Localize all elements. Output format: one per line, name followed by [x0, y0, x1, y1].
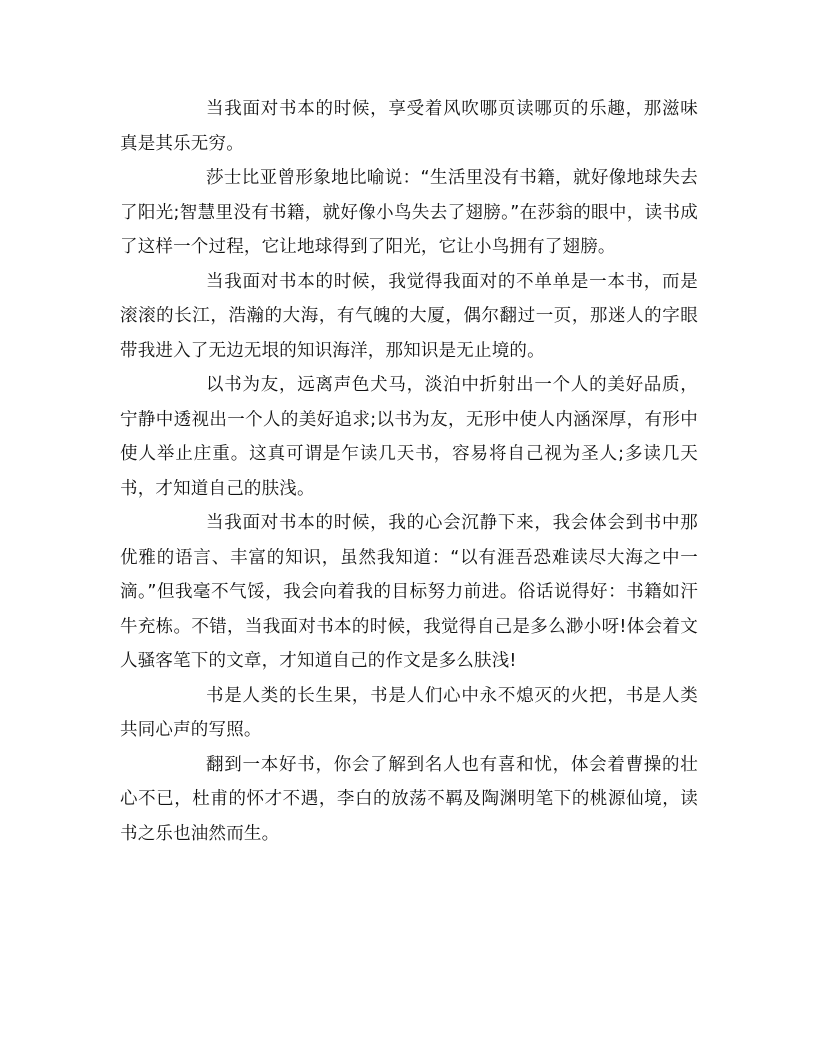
paragraph-4: 以书为友，远离声色犬马，淡泊中折射出一个人的美好品质，宁静中透视出一个人的美好追求;以书为友，无形中使人内涵深厚，有形中使人举止庄重。这真可谓是乍读几天书，容易将自己视为圣人;多读几天书，才知道自己的肤浅。 [120, 375, 698, 499]
paragraph-5: 当我面对书本的时候，我的心会沉静下来，我会体会到书中那优雅的语言、丰富的知识，虽然我知道：“以有涯吾恐难读尽大海之中一滴。”但我毫不气馁，我会向着我的目标努力前进。俗话说得好：书籍如汗牛充栋。不错，当我面对书本的时候，我觉得自己是多么渺小呀!体会着文人骚客笔下的文章，才知道自己的作文是多么肤浅! [120, 513, 698, 671]
paragraph-2: 莎士比亚曾形象地比喻说：“生活里没有书籍，就好像地球失去了阳光;智慧里没有书籍，就好像小鸟失去了翅膀。”在莎翁的眼中，读书成了这样一个过程，它让地球得到了阳光，它让小鸟拥有了翅膀。 [120, 168, 698, 257]
document-body [120, 92, 698, 851]
paragraph-1: 当我面对书本的时候，享受着风吹哪页读哪页的乐趣，那滋味真是其乐无穷。 [120, 99, 698, 154]
paragraph-7: 翻到一本好书，你会了解到名人也有喜和忧，体会着曹操的壮心不已，杜甫的怀才不遇，李白的放荡不羁及陶渊明笔下的桃源仙境，读书之乐也油然而生。 [120, 754, 698, 844]
paragraph-3: 当我面对书本的时候，我觉得我面对的不单单是一本书，而是滚滚的长江，浩瀚的大海，有气魄的大厦，偶尔翻过一页，那迷人的字眼带我进入了无边无垠的知识海洋，那知识是无止境的。 [120, 271, 698, 361]
paragraph-6: 书是人类的长生果，书是人们心中永不熄灭的火把，书是人类共同心声的写照。 [120, 685, 698, 740]
